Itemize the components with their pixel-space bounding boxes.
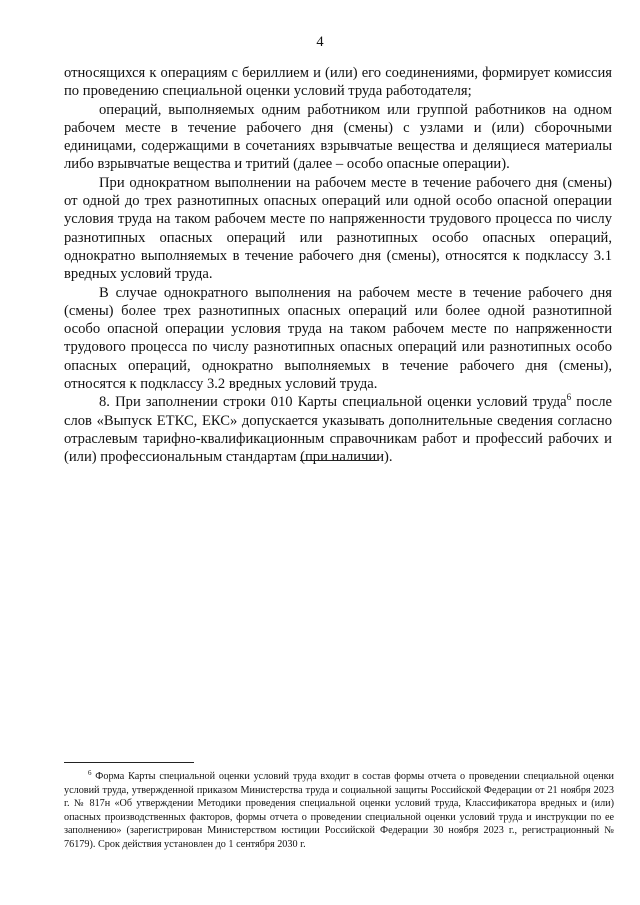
paragraph-subclass-3-1: При однократном выполнении на рабочем месте в течение рабочего дня (смены) от одной до трех разнотипных опасных операций или одной особо опасной операции условия труда на таком рабочем месте по напряженности трудового процесса по числу разнотипных опасных операций или разнотипных особо опасных операций, однократно выполняемых в течение рабочего дня (смены), относятся к подклассу 3.1 вредных условий труда.: [64, 174, 612, 283]
section-end-divider: [300, 460, 377, 461]
footnote: [64, 770, 614, 852]
paragraph-continuation: относящихся к операциям с бериллием и (или) его соединениями, формирует комиссия по проведению специальной оценки условий труда работодателя;: [64, 65, 612, 100]
paragraph-subclass-3-2: В случае однократного выполнения на рабочем месте в течение рабочего дня (смены) более трех разнотипных опасных операций или более одной разнотипной особо опасной операции условия труда на таком рабочем месте по напряженности трудового процесса по числу разнотипных опасных операций или разнотипных особо опасных операций, однократно выполняемых в течение рабочего дня (смены), относятся к подклассу 3.2 вредных условий труда.: [64, 284, 612, 393]
paragraph-especially-dangerous-operations: операций, выполняемых одним работником или группой работников на одном рабочем месте в течение рабочего дня (смены) с узлами и (или) сборочными единицами, содержащими в сочетаниях взрывчатые вещества и делящиеся материалы либо взрывчатые вещества и тритий (далее – особо опасные операции).: [64, 101, 612, 173]
item-8-text-end: после слов «Выпуск ЕТКС, ЕКС» допускается указывать дополнительные сведения согласно отраслевым тарифно-квалификационным справочникам работ и профессий рабочих и (или) профессиональным стандартам (при наличии).: [64, 394, 613, 466]
footnote-reference[interactable]: 6: [566, 392, 572, 403]
footnote-divider: [64, 762, 194, 763]
footnote-marker: 6: [88, 769, 92, 777]
page-number: 4: [316, 34, 324, 50]
body-text: [64, 64, 612, 467]
item-8-text-start: 8. При заполнении строки 010 Карты специальной оценки условий труда: [99, 394, 567, 411]
paragraph-item-8: [64, 393, 612, 466]
footnote-text: Форма Карты специальной оценки условий труда входит в состав формы отчета о проведении специальной оценки условий труда, утвержденной приказом Министерства труда и социальной защиты Российской Федерации от 21 ноября 2023 г. № 817н «Об утверждении Методики проведения специальной оценки условий труда, Классификатора вредных и (или) опасных производственных факторов, формы отчета о проведении специальной оценки условий труда и инструкции по ее заполнению» (зарегистрирован Министерством юстиции Российской Федерации 30 ноября 2023 г., регистрационный № 76179). Срок действия установлен до 1 сентября 2030 г.: [64, 771, 614, 850]
